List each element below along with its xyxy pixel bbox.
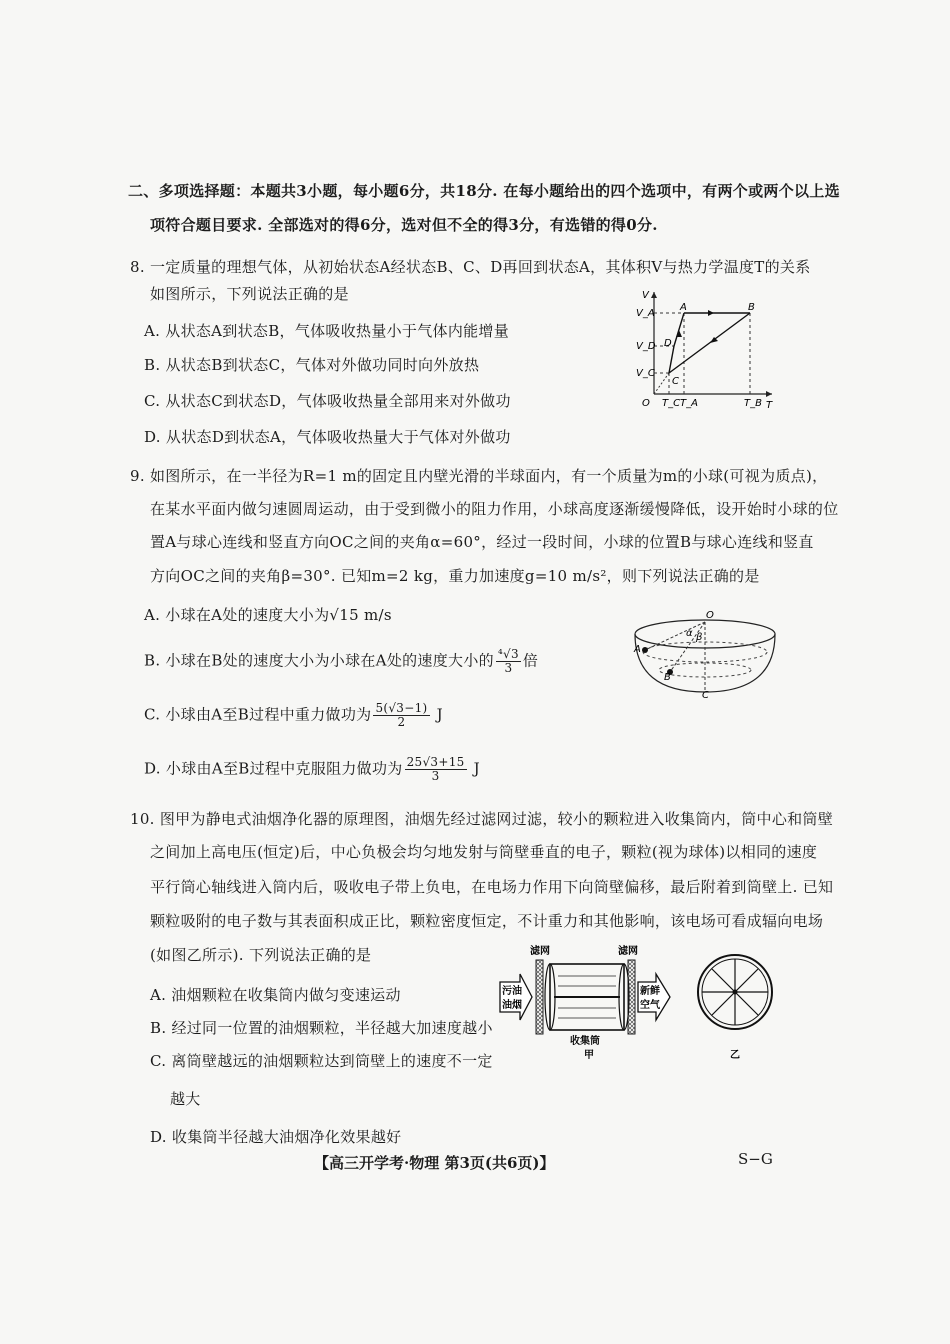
fraction-numerator: ⁴√3 xyxy=(497,647,519,661)
fraction-denominator: 3 xyxy=(504,661,513,676)
output-label-2: 空气 xyxy=(640,1000,660,1011)
fraction-numerator: 25√3+15 xyxy=(406,755,465,769)
q10-figure-jia xyxy=(498,940,674,1062)
origin-label: O xyxy=(642,398,650,409)
v-axis-arrow-icon xyxy=(651,292,657,298)
label-c: C xyxy=(702,690,709,700)
q9-option-d-unit: J xyxy=(473,759,480,778)
q10-option-b: B. 经过同一位置的油烟颗粒，半径越大加速度越小 xyxy=(150,1019,493,1037)
q8-stem-line2: 如图所示，下列说法正确的是 xyxy=(150,285,349,303)
q9-stem-line1: 9. 如图所示，在一半径为R=1 m的固定且内壁光滑的半球面内，有一个质量为m的小球(可视为质点)， xyxy=(130,467,828,485)
segment-cd xyxy=(669,346,674,373)
q8-option-d: D. 从状态D到状态A，气体吸收热量大于气体对外做功 xyxy=(144,428,511,446)
collector-label: 收集筒 xyxy=(570,1036,600,1047)
label-o: O xyxy=(706,610,714,621)
filter-left xyxy=(536,960,543,1034)
q10-stem-line1: 10. 图甲为静电式油烟净化器的原理图，油烟先经过滤网过滤，较小的颗粒进入收集筒内，筒中心和筒壁 xyxy=(130,810,834,828)
q10-stem-line5: (如图乙所示). 下列说法正确的是 xyxy=(150,946,372,964)
q10-stem-line3: 平行筒心轴线进入筒内后，吸收电子带上负电，在电场力作用下向筒壁偏移，最后附着到筒壁上. 已知 xyxy=(150,878,834,896)
vd-label: V_D xyxy=(636,341,656,352)
q8-stem-line1: 8. 一定质量的理想气体，从初始状态A经状态B、C、D再回到状态A，其体积V与热力学温度T的关系 xyxy=(130,258,811,276)
point-a-label: A xyxy=(680,302,687,313)
page-footer: 【高三开学考·物理 第3页(共6页)】 xyxy=(314,1154,555,1172)
q9-option-b-suffix: 倍 xyxy=(522,651,539,670)
input-label-2: 油烟 xyxy=(502,1000,522,1011)
segment-da xyxy=(674,313,684,346)
q8-option-b: B. 从状态B到状态C，气体对外做功同时向外放热 xyxy=(144,356,480,374)
output-arrow-icon xyxy=(638,974,670,1020)
point-d-label: D xyxy=(664,338,672,349)
q9-stem-line3: 置A与球心连线和竖直方向OC之间的夹角α=60°，经过一段时间，小球的位置B与球心连线和竖直 xyxy=(150,533,814,551)
q9-stem-line4: 方向OC之间的夹角β=30°. 已知m=2 kg，重力加速度g=10 m/s²，则下列说法正确的是 xyxy=(150,567,760,585)
q10-option-d: D. 收集筒半径越大油烟净化效果越好 xyxy=(150,1128,402,1146)
axis-t-label: T xyxy=(766,400,773,411)
input-label-1: 污油 xyxy=(502,986,522,997)
q8-option-a: A. 从状态A到状态B，气体吸收热量小于气体内能增量 xyxy=(144,322,510,340)
filter-right-label: 滤网 xyxy=(618,946,638,957)
q10-figure-yi xyxy=(690,952,780,1062)
q8-option-c: C. 从状态C到状态D，气体吸收热量全部用来对外做功 xyxy=(144,392,511,410)
input-arrow-icon xyxy=(500,974,532,1020)
point-b-label: B xyxy=(748,302,755,313)
ta-label: T_A xyxy=(680,398,698,409)
fraction-numerator: 5(√3−1) xyxy=(375,701,428,715)
output-label-1: 新鲜 xyxy=(640,986,660,997)
ball-a xyxy=(642,647,648,653)
va-label: V_A xyxy=(636,308,655,319)
arrow-da-icon xyxy=(676,330,682,337)
arrow-ab-icon xyxy=(708,310,714,316)
figure-yi-label: 乙 xyxy=(730,1050,740,1061)
tc-label: T_C xyxy=(662,398,681,409)
section-heading-line1: 二、多项选择题：本题共3小题，每小题6分，共18分. 在每小题给出的四个选项中，有两个或两个以上选 xyxy=(128,182,840,200)
q9-option-c-unit: J xyxy=(436,705,443,724)
q10-stem-line4: 颗粒吸附的电子数与其表面积成正比，颗粒密度恒定，不计重力和其他影响，该电场可看成辐向电场 xyxy=(150,912,824,930)
q10-option-a: A. 油烟颗粒在收集筒内做匀变速运动 xyxy=(150,986,401,1004)
origin-line xyxy=(654,373,669,394)
tb-label: T_B xyxy=(744,398,762,409)
q9-option-b-text: B. 小球在B处的速度大小为小球在A处的速度大小的 xyxy=(144,651,494,670)
fraction-denominator: 2 xyxy=(397,715,406,730)
filter-left-label: 滤网 xyxy=(530,946,550,957)
q9-option-c-text: C. 小球由A至B过程中重力做功为 xyxy=(144,705,372,724)
q9-option-d-fraction xyxy=(405,756,467,783)
label-alpha: α xyxy=(686,628,693,639)
q9-option-d xyxy=(144,756,480,783)
q10-option-c: C. 离筒壁越远的油烟颗粒达到筒壁上的速度不一定 xyxy=(150,1052,493,1070)
q9-option-b-fraction xyxy=(496,648,521,675)
point-c-label: C xyxy=(672,376,679,387)
fraction-denominator: 3 xyxy=(431,769,440,784)
axis-v-label: V xyxy=(642,290,649,301)
q9-option-b xyxy=(144,648,538,675)
label-beta: β xyxy=(696,632,703,643)
vc-label: V_C xyxy=(636,368,655,379)
q10-option-c-cont: 越大 xyxy=(170,1090,201,1108)
label-b: B xyxy=(664,672,671,683)
q10-stem-line2: 之间加上高电压(恒定)后，中心负极会均匀地发射与筒壁垂直的电子，颗粒(视为球体)以相同的速度 xyxy=(150,843,818,861)
q9-option-a: A. 小球在A处的速度大小为√15 m/s xyxy=(144,606,392,624)
paper-code: S−G xyxy=(738,1150,773,1168)
q9-option-c-fraction xyxy=(373,702,429,729)
q9-option-d-text: D. 小球由A至B过程中克服阻力做功为 xyxy=(144,759,403,778)
q9-option-c xyxy=(144,702,443,729)
figure-jia-label: 甲 xyxy=(584,1050,594,1061)
label-a: A xyxy=(634,644,641,655)
section-heading-line2: 项符合题目要求. 全部选对的得6分，选对但不全的得3分，有选错的得0分. xyxy=(150,216,658,234)
q8-vt-graph xyxy=(632,286,782,412)
t-axis-arrow-icon xyxy=(766,391,772,397)
q9-stem-line2: 在某水平面内做匀速圆周运动，由于受到微小的阻力作用，小球高度逐渐缓慢降低，设开始时小球的位 xyxy=(150,500,839,518)
q9-hemisphere-figure xyxy=(630,604,780,700)
